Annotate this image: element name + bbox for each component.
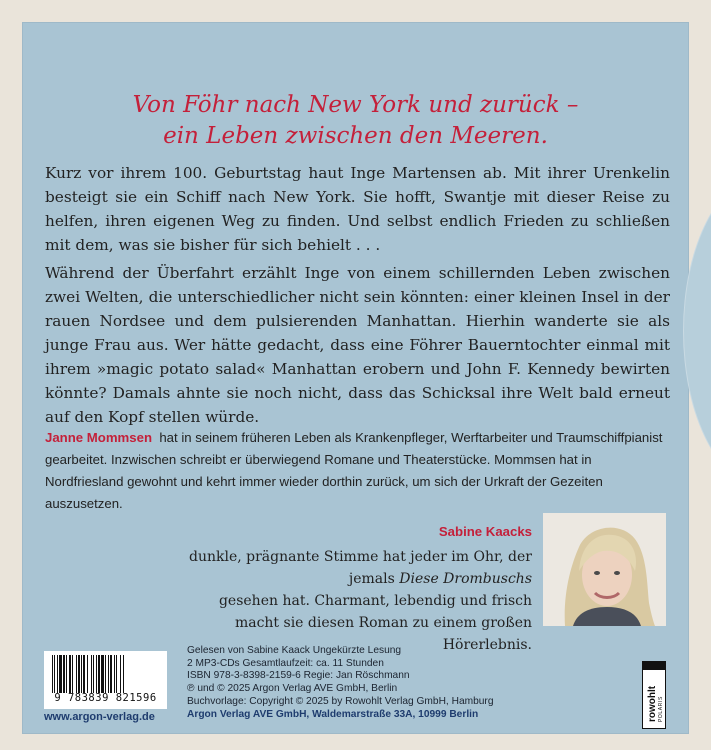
barcode-bar: [96, 655, 97, 693]
logo-brand: rowohlt: [647, 685, 658, 722]
credits-line: Buchvorlage: Copyright © 2025 by Rowohlt Verlag GmbH, Hamburg: [187, 695, 494, 707]
barcode-digits: 9 783839 821596: [54, 692, 157, 704]
credits-line: Gelesen von Sabine Kaack Ungekürzte Lesung: [187, 645, 402, 656]
author-name: Janne Mommsen: [45, 430, 152, 445]
barcode-bar: [69, 655, 71, 693]
barcode-bar: [116, 655, 117, 693]
barcode-bar: [78, 655, 80, 693]
speaker-name: Sabine Kaacks: [438, 524, 532, 539]
barcode-bar: [54, 655, 55, 693]
publisher-website: www.argon-verlag.de: [44, 711, 155, 723]
credits-block: [187, 645, 517, 721]
barcode-bar: [105, 655, 106, 693]
barcode-bar: [91, 655, 92, 693]
show-title: Diese Drombuschs: [399, 571, 532, 587]
author-bio-text: hat in seinem früheren Leben als Krankenpfleger, Werftarbeiter und Traumschiffpianist gearbeitet. Inzwischen schreibt er überwiegend Romane und Theaterstücke. Mommsen hat in Nordfriesland gewohnt und kehrt immer wieder dorthin zurück, um sich der Urkraft der Gezeiten auszusetzen.: [45, 430, 663, 511]
tagline-line-1: Von Föhr nach New York und zurück –: [132, 92, 579, 118]
barcode-bar: [101, 655, 104, 693]
barcode-bars: [50, 655, 161, 693]
barcode-bar: [108, 655, 109, 693]
speaker-photo: [543, 513, 666, 626]
logo-imprint: POLARIS: [658, 696, 664, 722]
barcode-bar: [57, 655, 58, 693]
barcode-bar: [110, 655, 112, 693]
barcode: [44, 651, 167, 709]
rowohlt-polaris-logo: [642, 661, 666, 729]
barcode-bar: [59, 655, 62, 693]
tagline-line-2: ein Leben zwischen den Meeren.: [163, 123, 548, 149]
barcode-bar: [63, 655, 65, 693]
barcode-bar: [98, 655, 100, 693]
barcode-bar: [66, 655, 67, 693]
credits-line: ISBN 978-3-8398-2159-6 Regie: Jan Röschmann: [187, 670, 410, 682]
author-bio: [45, 427, 670, 515]
barcode-bar: [72, 655, 73, 693]
barcode-bar: [76, 655, 77, 693]
publisher-address: Argon Verlag AVE GmbH, Waldemarstraße 33A, 10999 Berlin: [187, 708, 479, 720]
speaker-bio: [180, 546, 532, 656]
barcode-bar: [120, 655, 121, 693]
blurb-paragraph-2: Während der Überfahrt erzählt Inge von einem schillernden Leben zwischen zwei Welten, die unterschiedlicher nicht sein könnten: einer kleinen Insel in der rauen Nordsee und dem pulsierenden Manhattan. Hierhin wanderte sie als junge Frau aus. Wer hätte gedacht, dass eine Föhrer Bauerntochter einmal mit ihrem »magic potato salad« Manhattan erobern und John F. Kennedy bewirten könnte? Damals ahnte sie noch nicht, dass das Schicksal ihre Welt bald erneut auf den Kopf stellen würde.: [45, 264, 670, 426]
barcode-bar: [114, 655, 115, 693]
barcode-bar: [93, 655, 94, 693]
barcode-bar: [87, 655, 88, 693]
barcode-bar: [52, 655, 53, 693]
credits-line: ℗ und © 2025 Argon Verlag AVE GmbH, Berlin: [187, 683, 398, 695]
speaker-bio-before: dunkle, prägnante Stimme hat jeder im Ohr, der jemals: [189, 549, 532, 587]
barcode-bar: [81, 655, 82, 693]
blurb-paragraph-1: Kurz vor ihrem 100. Geburtstag haut Inge Martensen ab. Mit ihrer Urenkelin besteigt sie ein Schiff nach New York. Sie hofft, Swantje mit dieser Reise zu helfen, ihren eigenen Weg zu finden. Und selbst endlich Frieden zu schließen mit dem, was sie bisher für sich behielt . . .: [45, 164, 670, 254]
credits-line: 2 MP3-CDs Gesamtlaufzeit: ca. 11 Stunden: [187, 657, 384, 669]
barcode-bar: [83, 655, 85, 693]
speaker-bio-after: gesehen hat. Charmant, lebendig und frisch macht sie diesen Roman zu einem großen Hörerlebnis.: [218, 593, 532, 653]
barcode-bar: [123, 655, 124, 693]
